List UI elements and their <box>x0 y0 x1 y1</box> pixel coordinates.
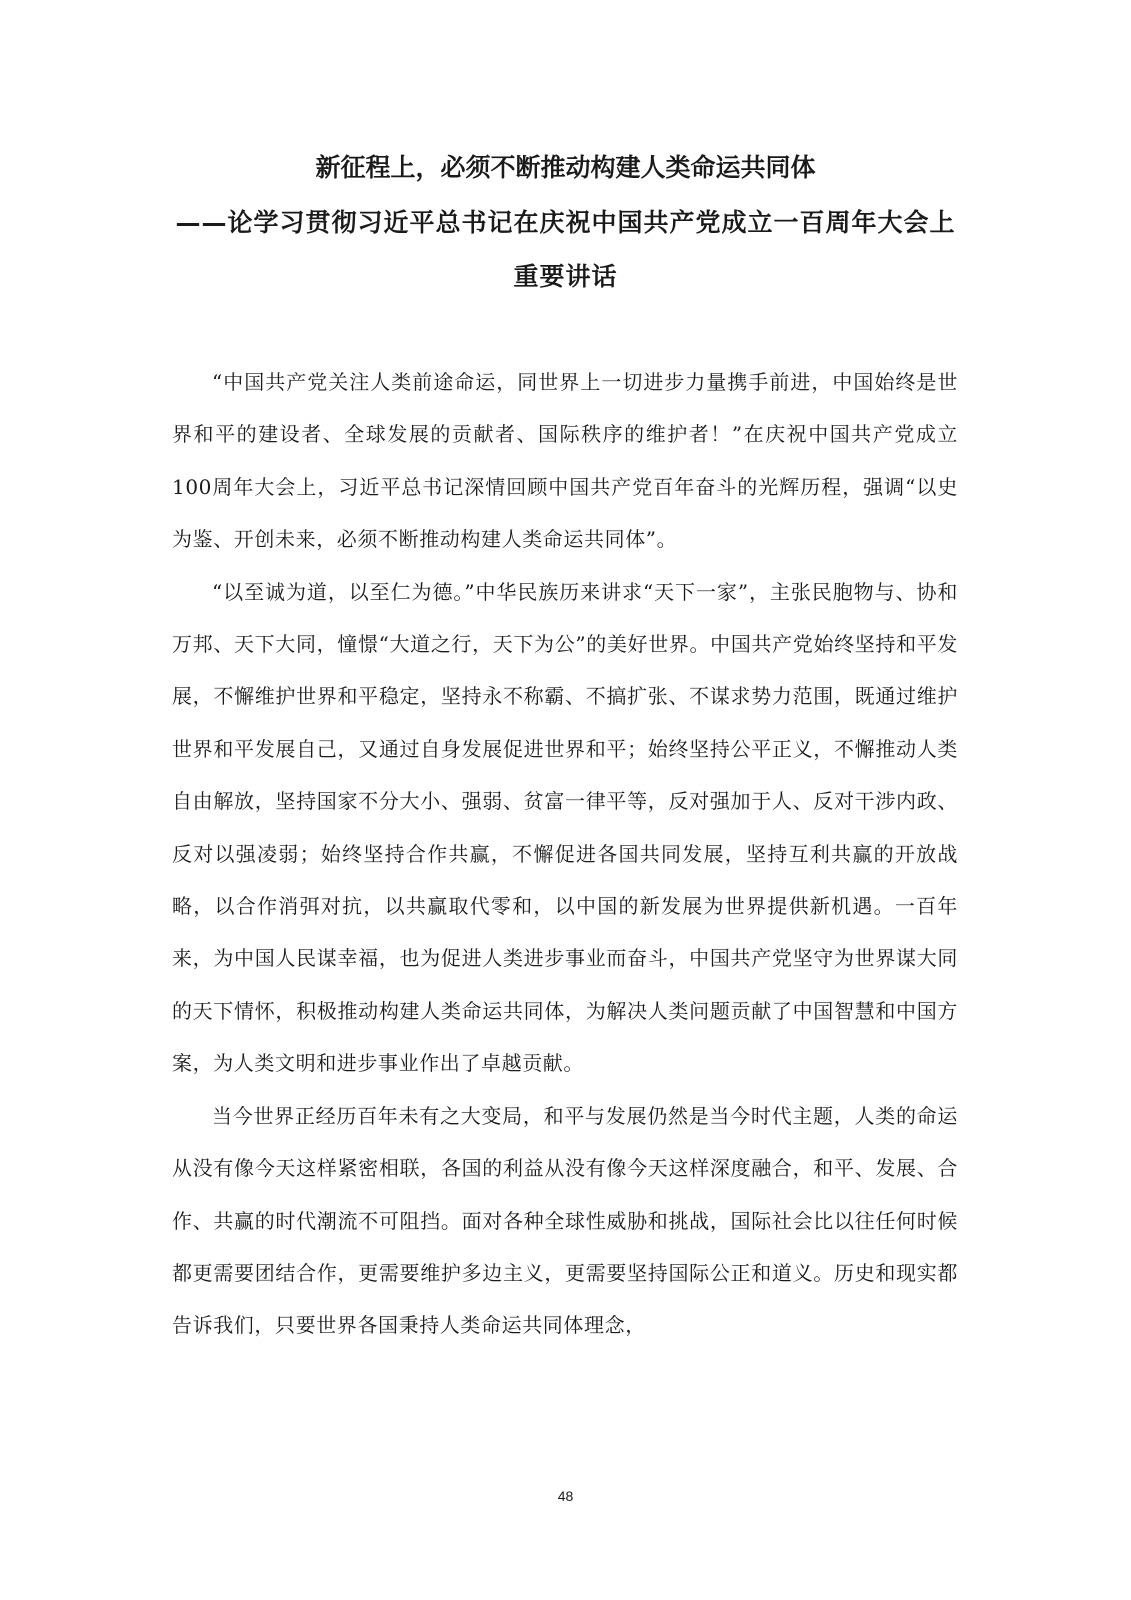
page-title: 新征程上，必须不断推动构建人类命运共同体 <box>315 153 816 182</box>
article-body <box>172 356 958 1352</box>
paragraph-3: 当今世界正经历百年未有之大变局，和平与发展仍然是当今时代主题，人类的命运从没有像今天这样紧密相联，各国的利益从没有像今天这样深度融合，和平、发展、合作、共赢的时代潮流不可阻挡。面对各种全球性威胁和挑战，国际社会比以往任何时候都更需要团结合作，更需要维护多边主义，更需要坚持国际公正和道义。历史和现实都告诉我们，只要世界各国秉持人类命运共同体理念， <box>172 1103 958 1338</box>
page-subtitle: ——论学习贯彻习近平总书记在庆祝中国共产党成立一百周年大会上重要讲话 <box>175 208 956 291</box>
paragraph-1: “中国共产党关注人类前途命运，同世界上一切进步力量携手前进，中国始终是世界和平的建设者、全球发展的贡献者、国际秩序的维护者！”在庆祝中国共产党成立100周年大会上，习近平总书记深情回顾中国共产党百年奋斗的光辉历程，强调“以史为鉴、开创未来，必须不断推动构建人类命运共同体”。 <box>172 370 958 552</box>
page-number: 48 <box>557 1488 574 1504</box>
paragraph-2: “以至诚为道，以至仁为德。”中华民族历来讲求“天下一家”，主张民胞物与、协和万邦、天下大同，憧憬“大道之行，天下为公”的美好世界。中国共产党始终坚持和平发展，不懈维护世界和平稳定，坚持永不称霸、不搞扩张、不谋求势力范围，既通过维护世界和平发展自己，又通过自身发展促进世界和平；始终坚持公平正义，不懈推动人类自由解放，坚持国家不分大小、强弱、贫富一律平等，反对强加于人、反对干涉内政、反对以强凌弱；始终坚持合作共赢，不懈促进各国共同发展，坚持互利共赢的开放战略，以合作消弭对抗，以共赢取代零和，以中国的新发展为世界提供新机遇。一百年来，为中国人民谋幸福，也为促进人类进步事业而奋斗，中国共产党坚守为世界谋大同的天下情怀，积极推动构建人类命运共同体，为解决人类问题贡献了中国智慧和中国方案，为人类文明和进步事业作出了卓越贡献。 <box>172 579 958 1076</box>
